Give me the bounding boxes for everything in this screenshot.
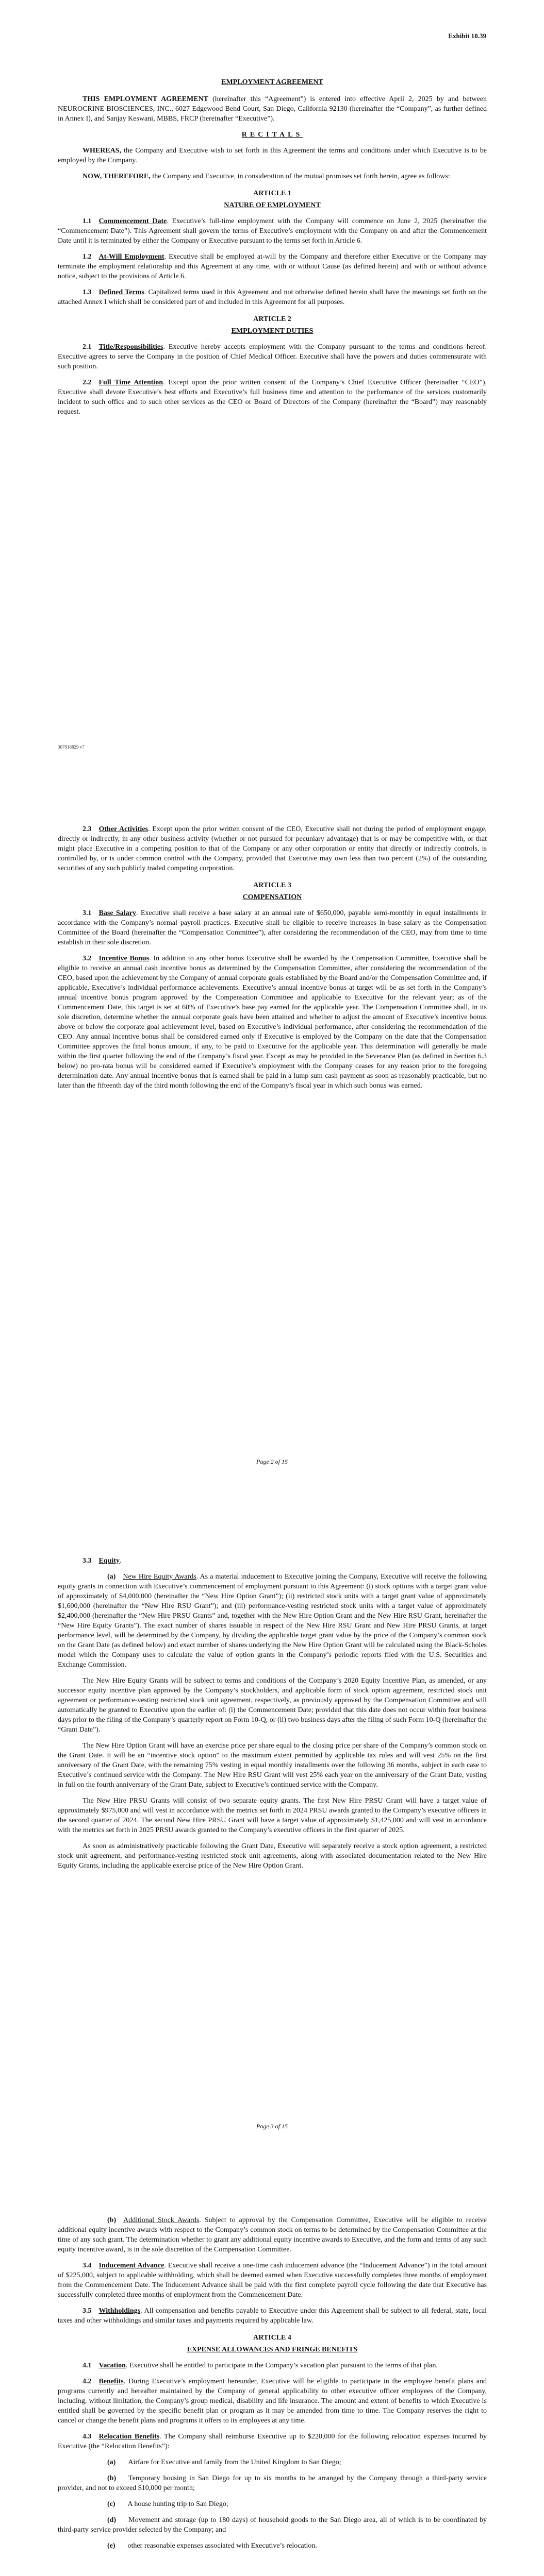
section-3-2: 3.2 Incentive Bonus. In addition to any other bonus Executive shall be awarded by the Compensation Committee, Executive shall be eligible to receive an annual cash incentive bonus as determined by the Compensation Committee, after considering the recommendation of the CEO, based upon the achievement by the Company of annual corporate goals established by the Board and/or the Compensation Committee and, if applicable, Executive’s individual performance achievements. Executive’s annual incentive bonus at target will be as set forth in the Company’s annual incentive bonus program approved by the Compensation Committee and applicable to Executive for the relevant year; as of the Commencement Date, this target is set at 60% of Executive’s base pay earned for the applicable year. The Compensation Committee shall, in its sole discretion, determine whether the annual corporate goals have been attained and whether to adjust the amount of Executive’s incentive bonus above or below the corporate goal achievement level, based on Executive’s individual performance, after considering the recommendation of the CEO. Any annual incentive bonus shall be considered earned only if Executive is employed by the Company on the date that the Compensation Committee approves the final bonus amount, if any, to be paid to Executive for the applicable year. This determination will generally be made within the first quarter following the end of the Company’s fiscal year. Except as may be provided in the Severance Plan (as defined in Section 6.3 below) no pro-rata bonus will be considered earned if Executive’s employment with the Company ceases for any reason prior to the foregoing determination date. Any annual incentive bonus that is earned shall be paid in a lump sum cash payment as soon as reasonably practicable, but no later than the fifteenth day of the third month following the end of the Company’s fiscal year in which such bonus was earned. bbox=[58, 955, 487, 1090]
page-4-content bbox=[58, 2215, 487, 2557]
equity-paragraph-3: The New Hire Option Grant will have an exercise price per share equal to the closing price per share of the Company’s common stock on the Grant Date. It will be an “incentive stock option” to the maximum extent permitted by applicable tax rules and will vest 25% on the first anniversary of the Grant Date, with the remaining 75% vesting in equal monthly installments over the following 36 months, subject in each case to Executive’s continued service with the Company. The New Hire RSU Grant will vest 25% each year on the anniversary of the Grant Date, vesting in full on the fourth anniversary of the Grant Date, subject to Executive’s continued service with the Company. bbox=[58, 1742, 487, 1789]
section-3-3: 3.3 Equity. bbox=[83, 1557, 122, 1565]
page-2-content bbox=[58, 824, 487, 1097]
section-4-3: 4.3 Relocation Benefits. The Company shall reimburse Executive up to $220,000 for the following relocation expenses incurred by Executive (the “Relocation Benefits”): bbox=[58, 2433, 487, 2450]
page-separator bbox=[0, 1494, 544, 1515]
recitals-heading: RECITALS bbox=[241, 131, 303, 139]
article-3-title: COMPENSATION bbox=[242, 893, 302, 901]
section-3-1: 3.1 Base Salary. Executive shall receive a base salary at an annual rate of $650,000, payable semi-monthly in equal installments in accordance with the Company’s normal payroll practices. Executive shall be eligible to receive increases in base salary as the Compensation Committee of the Board (hereinafter the “Compensation Committee”), after considering the recommendation of the CEO, may from time to time establish in their sole discretion. bbox=[58, 909, 487, 946]
article-1-heading: ARTICLE 1 bbox=[253, 190, 291, 197]
equity-paragraph-4: The New Hire PRSU Grants will consist of two separate equity grants. The first New Hire PRSU Grant will have a target value of approximately $975,000 and will vest in accordance with the metrics set forth in 2024 PRSU awards granted to the Company’s executive officers in the second quarter of 2024. The second New Hire PRSU Grant will have a target value of approximately $1,425,000 and will vest in accordance with the metrics set forth in 2025 PRSU awards granted to the Company’s executive officers in the first quarter of 2025. bbox=[58, 1797, 487, 1834]
equity-paragraph-2: The New Hire Equity Grants will be subject to terms and conditions of the Company’s 2020 Equity Incentive Plan, as amended, or any successor equity incentive plan approved by the Company’s stockholders, and applicable form of stock option agreement, restricted stock unit agreement or performance-vesting restricted stock unit agreement, respectively, as previously approved by the Compensation Committee and will automatically be granted to Executive upon the earlier of: (i) the Commencement Date; provided that this date does not occur within four business days prior to the filing of the Company’s quarterly report on Form 10-Q, or (ii) two business days after the filing of such Form 10-Q (hereinafter the “Grant Date”). bbox=[58, 1677, 487, 1734]
now-therefore-paragraph: NOW, THEREFORE, the Company and Executive, in consideration of the mutual promises set forth herein, agree as follows: bbox=[83, 173, 450, 180]
page-4 bbox=[0, 2184, 544, 2576]
section-3-3-b: (b) Additional Stock Awards. Subject to approval by the Compensation Committee, Executive will be eligible to receive additional equity incentive awards with respect to the Company’s common stock on terms to be determined by the Compensation Committee at the time of any such grant. The determination whether to grant any additional equity incentive awards to Executive, and the form and terms of any such equity incentive award, is in the sole discretion of the Compensation Committee. bbox=[58, 2216, 487, 2253]
page-3-content bbox=[58, 1556, 487, 1877]
page-separator bbox=[0, 2164, 544, 2184]
relocation-item-b: (b) Temporary housing in San Diego for up to six months to be arranged by the Company through a third-party service provider, and not to exceed $10,000 per month; bbox=[58, 2475, 487, 2492]
section-1-2: 1.2 At-Will Employment. Executive shall be employed at-will by the Company and therefore either Executive or the Company may terminate the employment relationship and this Agreement at any time, with or without Cause (as defined herein) and with or without advance notice, subject to the provisions of Article 6. bbox=[58, 253, 487, 280]
article-3-heading: ARTICLE 3 bbox=[253, 882, 291, 889]
section-3-5: 3.5 Withholdings. All compensation and benefits payable to Executive under this Agreement shall be subject to all federal, state, local taxes and other withholdings and similar taxes and payments required by applicable law. bbox=[58, 2307, 487, 2325]
section-3-4: 3.4 Inducement Advance. Executive shall receive a one-time cash inducement advance (the “Inducement Advance”) in the total amount of $225,000, subject to applicable withholding, which shall be deemed earned when Executive successfully completes three months of employment from the Commencement Date. The Inducement Advance shall be paid with the first complete payroll cycle following the date that Executive has successfully completed three months of employment from the Commencement Date. bbox=[58, 2262, 487, 2299]
article-1-title: NATURE OF EMPLOYMENT bbox=[224, 201, 321, 209]
intro-paragraph: THIS EMPLOYMENT AGREEMENT (hereinafter this “Agreement”) is entered into effective April 2, 2025 by and between NEUROCRINE BIOSCIENCES, INC., 6027 Edgewood Bend Court, San Diego, California 92130 (hereinafter the “Company”, as further defined in Annex I), and Sanjay Keswani, MBBS, FRCP (hereinafter “Executive”). bbox=[58, 95, 487, 123]
page-footer: Page 2 of 15 bbox=[256, 1458, 288, 1465]
relocation-item-a: (a) Airfare for Executive and family from the United Kingdom to San Diego; bbox=[107, 2459, 341, 2466]
article-4-title: EXPENSE ALLOWANCES AND FRINGE BENEFITS bbox=[187, 2346, 358, 2353]
section-2-1: 2.1 Title/Responsibilities. Executive hereby accepts employment with the Company pursuant to the terms and conditions hereof. Executive agrees to serve the Company in the position of Chief Medical Officer. Executive shall have the powers and duties commensurate with such position. bbox=[58, 343, 487, 370]
section-1-1: 1.1 Commencement Date. Executive’s full-time employment with the Company will commence on June 2, 2025 (hereinafter the “Commencement Date”). This Agreement shall govern the terms of Executive’s employment with the Company on and after the Commencement Date until it is terminated by either the Company or Executive pursuant to the terms set forth in Article 6. bbox=[58, 217, 487, 245]
relocation-item-e: (e) other reasonable expenses associated with Executive’s relocation. bbox=[107, 2542, 317, 2550]
section-3-3-a: (a) New Hire Equity Awards. As a material inducement to Executive joining the Company, Executive will receive the following equity grants in connection with Executive’s commencement of employment pursuant to this Agreement: (i) stock options with a target grant value of approximately of $4,000,000 (hereinafter the “New Hire Option Grant”); (ii) restricted stock units with a target grant value of approximately $1,600,000 (hereinafter the “New Hire RSU Grant”); and (iii) performance-vesting restricted stock units with a target value of approximately $2,400,000 (hereinafter the “New Hire PRSU Grants” and, together with the New Hire Option Grant and the New Hire RSU Grant, hereinafter the “New Hire Equity Grants”). The exact number of shares issuable in respect of the New Hire RSU Grant and New Hire PRSU Grants, at target performance level, will be determined by the Company, by dividing the applicable target grant value by the price of the Company’s common stock on the Grant Date (as defined below) and exact number of shares underlying the New Hire Option Grant will be calculated using the Black-Scholes model which the Company uses to calculate the value of option grants in the Company’s periodic reports filed with the U.S. Securities and Exchange Commission. bbox=[58, 1573, 487, 1669]
exhibit-label: Exhibit 10.39 bbox=[448, 32, 486, 40]
page-footer: Page 3 of 15 bbox=[256, 2123, 288, 2130]
section-4-2: 4.2 Benefits. During Executive’s employment hereunder, Executive will be eligible to participate in the employee benefit plans and programs currently and hereafter maintained by the Company of general applicability to other executive officer employees of the Company, including, without limitation, the Company’s group medical, disability and life insurance. The amount and extent of benefits to which Executive is entitled shall be governed by the specific benefit plan or program as it may be amended from time to time. The Company reserves the right to cancel or change the benefit plans and programs it offers to its employees at any time. bbox=[58, 2378, 487, 2425]
article-2-heading: ARTICLE 2 bbox=[253, 315, 291, 323]
section-1-3: 1.3 Defined Terms. Capitalized terms used in this Agreement and not otherwise defined herein shall have the meanings set forth on the attached Annex I which shall be considered part of and included in this Agreement for all purposes. bbox=[58, 289, 487, 306]
page-2 bbox=[0, 793, 544, 1494]
page-3 bbox=[0, 1515, 544, 2164]
page-separator bbox=[0, 773, 544, 793]
agreement-title: EMPLOYMENT AGREEMENT bbox=[221, 78, 323, 86]
page-1-content bbox=[58, 77, 487, 423]
relocation-item-c: (c) A house hunting trip to San Diego; bbox=[107, 2500, 228, 2508]
document-id: 307918829 v7 bbox=[58, 744, 85, 750]
relocation-item-d: (d) Movement and storage (up to 180 days) of household goods to the San Diego area, all of which is to be coordinated by third-party service provider selected by the Company; and bbox=[58, 2516, 487, 2534]
equity-paragraph-5: As soon as administratively practicable following the Grant Date, Executive will separately receive a stock option agreement, a restricted stock unit agreement, and performance-vesting restricted stock unit agreements, along with associated documentation related to the New Hire Equity Grants, including the applicable exercise price of the New Hire Option Grant. bbox=[58, 1842, 487, 1870]
page-1 bbox=[0, 0, 544, 773]
whereas-paragraph: WHEREAS, the Company and Executive wish to set forth in this Agreement the terms and conditions under which Executive is to be employed by the Company. bbox=[58, 147, 487, 164]
article-2-title: EMPLOYMENT DUTIES bbox=[231, 327, 314, 335]
section-2-2: 2.2 Full Time Attention. Except upon the prior written consent of the Company’s Chief Executive Officer (hereinafter “CEO”), Executive shall devote Executive’s best efforts and Executive’s full business time and attention to the performance of the services customarily incident to such office and to such other services as the CEO or Board of Directors of the Company (hereinafter the “Board”) may reasonably request. bbox=[58, 379, 487, 416]
article-4-heading: ARTICLE 4 bbox=[253, 2334, 291, 2342]
section-4-1: 4.1 Vacation. Executive shall be entitled to participate in the Company’s vacation plan pursuant to the terms of that plan. bbox=[83, 2362, 438, 2369]
section-2-3: 2.3 Other Activities. Except upon the prior written consent of the CEO, Executive shall not during the period of employment engage, directly or indirectly, in any other business activity (whether or not pursued for pecuniary advantage) that is or may be competitive with, or that might place Executive in a competing position to that of the Company or any other corporation or entity that directly or indirectly controls, is controlled by, or is under common control with the Company, provided that Executive may own less than two percent (2%) of the outstanding securities of any such publicly traded competing corporation. bbox=[58, 825, 487, 872]
